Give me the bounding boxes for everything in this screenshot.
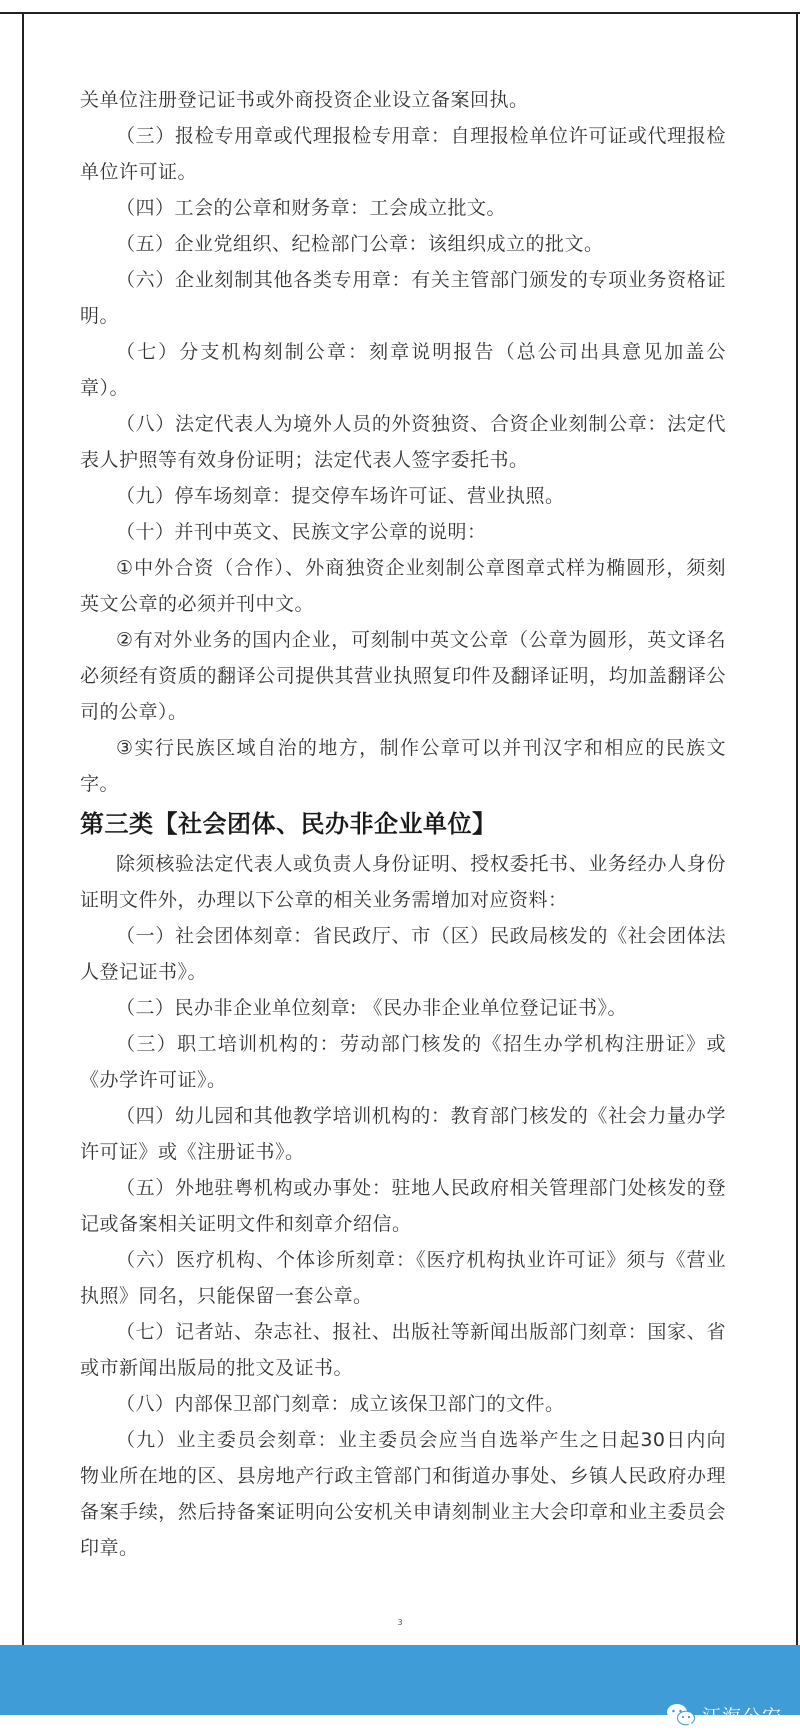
section-item-3: （三）职工培训机构的：劳动部门核发的《招生办学机构注册证》或《办学许可证》。	[80, 1033, 726, 1091]
page-top-border	[0, 12, 800, 14]
page-left-border	[22, 12, 24, 1712]
paragraph-item-3: （三）报检专用章或代理报检专用章：自理报检单位许可证或代理报检单位许可证。	[80, 125, 726, 183]
section-item-7: （七）记者站、杂志社、报社、出版社等新闻出版部门刻章：国家、省或市新闻出版局的批文及证书。	[80, 1321, 726, 1379]
section-item-9: （九）业主委员会刻章：业主委员会应当自选举产生之日起30日内向物业所在地的区、县房地产行政主管部门和街道办事处、乡镇人民政府办理备案手续，然后持备案证明向公安机关申请刻制业主大会印章和业主委员会印章。	[80, 1429, 726, 1559]
paragraph-item-5: （五）企业党组织、纪检部门公章：该组织成立的批文。	[116, 233, 604, 255]
paragraph-continuation: 关单位注册登记证书或外商投资企业设立备案回执。	[80, 89, 529, 111]
brand-name: 江海公安	[701, 1705, 782, 1728]
brand-watermark	[666, 1700, 782, 1730]
paragraph-item-10: （十）并刊中英文、民族文字公章的说明：	[116, 521, 487, 543]
section-item-5: （五）外地驻粤机构或办事处：驻地人民政府相关管理部门处核发的登记或备案相关证明文件和刻章介绍信。	[80, 1177, 726, 1235]
wechat-icon	[666, 1702, 696, 1728]
page-right-border	[796, 12, 798, 1712]
paragraph-note-3: ③实行民族区域自治的地方，制作公章可以并刊汉字和相应的民族文字。	[80, 737, 726, 795]
section-item-2: （二）民办非企业单位刻章: 《民办非企业单位登记证书》。	[116, 997, 627, 1019]
section-item-6: （六）医疗机构、个体诊所刻章：《医疗机构执业许可证》须与《营业执照》同名，只能保留一套公章。	[80, 1249, 726, 1307]
document-body	[80, 82, 726, 1566]
paragraph-note-1: ①中外合资（合作）、外商独资企业刻制公章图章式样为椭圆形，须刻英文公章的必须并刊中文。	[80, 557, 726, 615]
section-item-4: （四）幼儿园和其他教学培训机构的：教育部门核发的《社会力量办学许可证》或《注册证书》。	[80, 1105, 726, 1163]
paragraph-item-6: （六）企业刻制其他各类专用章：有关主管部门颁发的专项业务资格证明。	[80, 269, 726, 327]
paragraph-item-7: （七）分支机构刻制公章：刻章说明报告（总公司出具意见加盖公章）。	[80, 341, 726, 399]
paragraph-note-2: ②有对外业务的国内企业，可刻制中英文公章（公章为圆形，英文译名必须经有资质的翻译公司提供其营业执照复印件及翻译证明，均加盖翻译公司的公章）。	[80, 629, 726, 723]
section-heading: 第三类【社会团体、民办非企业单位】	[80, 810, 497, 838]
paragraph-item-8: （八）法定代表人为境外人员的外资独资、合资企业刻制公章：法定代表人护照等有效身份证明；法定代表人签字委托书。	[80, 413, 726, 471]
section-intro: 除须核验法定代表人或负责人身份证明、授权委托书、业务经办人身份证明文件外，办理以下公章的相关业务需增加对应资料：	[80, 853, 726, 911]
section-item-1: （一）社会团体刻章：省民政厅、市（区）民政局核发的《社会团体法人登记证书》。	[80, 925, 726, 983]
paragraph-item-9: （九）停车场刻章：提交停车场许可证、营业执照。	[116, 485, 565, 507]
page-number: 3	[397, 1618, 403, 1627]
paragraph-item-4: （四）工会的公章和财务章：工会成立批文。	[116, 197, 507, 219]
section-item-8: （八）内部保卫部门刻章：成立该保卫部门的文件。	[116, 1393, 565, 1415]
